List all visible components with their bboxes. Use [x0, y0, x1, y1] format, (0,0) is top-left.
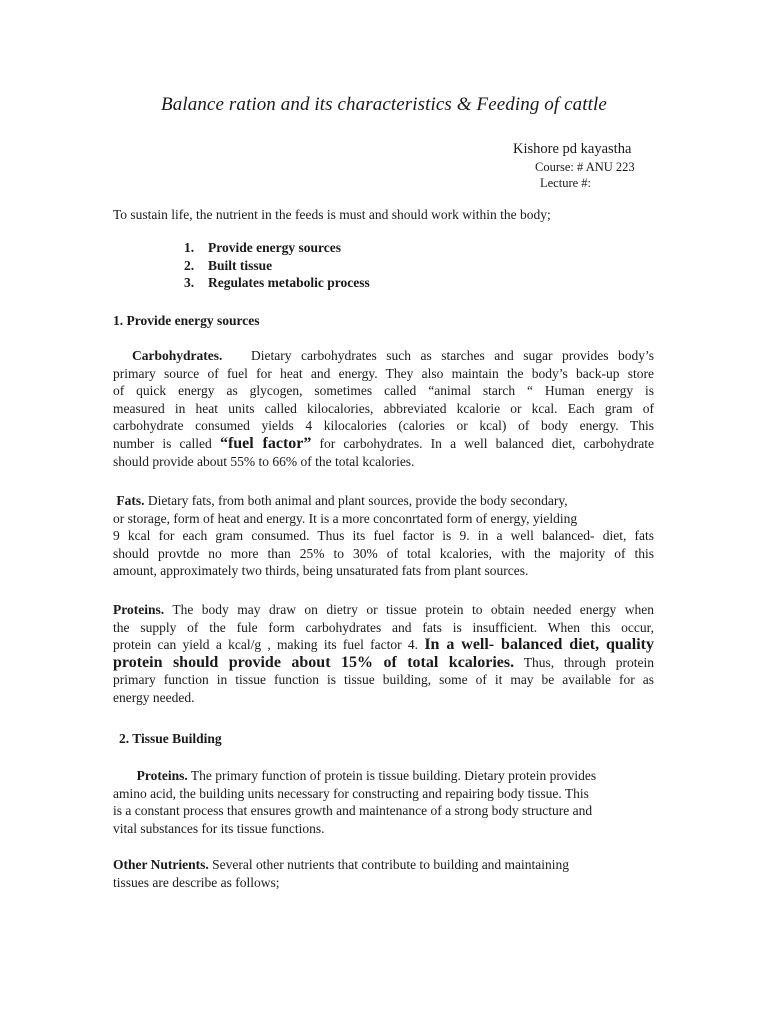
proteins-tissue-lead: Proteins.: [136, 768, 188, 783]
lecture-number: Lecture #:: [540, 176, 592, 190]
list-item: 3. Regulates metabolic process: [184, 275, 370, 291]
section-heading-tissue: 2. Tissue Building: [119, 731, 222, 746]
document-title: Balance ration and its characteristics & Feeding of cattle: [161, 94, 607, 115]
other-nutrients-paragraph: Other Nutrients. Several other nutrients that contribute to building and maintaining tissues are describe as follows;: [113, 857, 570, 890]
objectives-list: [184, 239, 370, 292]
course-code: Course: # ANU 223: [535, 160, 635, 174]
proteins-energy-paragraph: Proteins. The body may draw on dietry or tissue protein to obtain needed energy when the supply of the fule form carbohydrates and fats is insufficient. When this occur, protein can yield a kcal/g , making its fuel factor 4. In a well- balanced diet, quality protein should provide about 15% of total kcalories. Thus, through protein primary function in tissue function is tissue building, some of it may be available for as energy needed.: [113, 602, 655, 705]
fuel-factor-emphasis: “fuel factor”: [219, 434, 312, 452]
list-item: 1. Provide energy sources: [184, 240, 341, 255]
carbohydrates-paragraph: Carbohydrates. Dietary carbohydrates such as starches and sugar provides body’s primary source of fuel for heat and energy. They also maintain the body’s back-up store of quick energy as glycogen, sometimes called “animal starch “ Human energy is measured in heat units called kilocalories, abbreviated kcalorie or kcal. Each gram of carbohydrate consumed yields 4 kilocalories (calories or kcal) of body energy. This number is called “fuel factor” for carbohydrates. In a well balanced diet, carbohydrate should provide about 55% to 66% of the total kcalories.: [113, 348, 655, 469]
fats-lead: Fats.: [116, 493, 145, 508]
carbohydrates-lead: Carbohydrates.: [132, 348, 223, 363]
list-item: 2. Built tissue: [184, 257, 273, 273]
section-heading-energy: 1. Provide energy sources: [113, 313, 260, 328]
proteins-tissue-paragraph: Proteins. The primary function of protein is tissue building. Dietary protein provides amino acid, the building units necessary for constructing and repairing body tissue. This is a constant process that ensures growth and maintenance of a strong body structure and vital substances for its tissue functions.: [113, 768, 597, 836]
quality-protein-emphasis: In a well- balanced diet, quality: [424, 636, 655, 654]
protein-percentage-emphasis: protein should provide about 15% of total kcalories.: [113, 653, 515, 671]
fats-paragraph: Fats. Dietary fats, from both animal and plant sources, provide the body secondary, or storage, form of heat and energy. It is a more conconrtated form of energy, yielding 9 kcal for each gram consumed. Thus its fuel factor is 9. in a well balanced- diet, fats should provtde no more than 25% to 30% of total kcalories, with the majority of this amount, approximately two thirds, being unsaturated fats from plant sources.: [113, 493, 654, 579]
other-nutrients-lead: Other Nutrients.: [113, 857, 209, 872]
proteins-lead: Proteins.: [113, 602, 165, 617]
intro-paragraph: To sustain life, the nutrient in the feeds is must and should work within the body;: [113, 207, 551, 222]
author-name: Kishore pd kayastha: [513, 141, 632, 157]
